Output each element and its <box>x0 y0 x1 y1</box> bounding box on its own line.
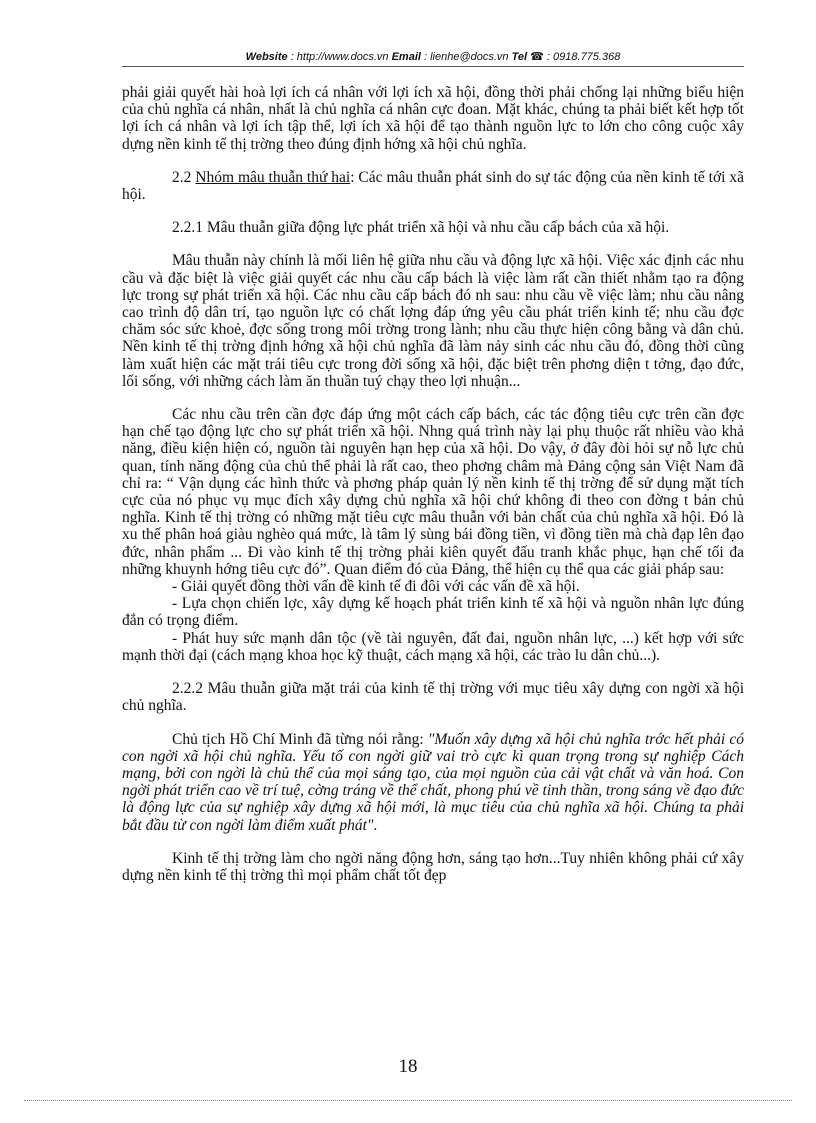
email-address[interactable]: : lienhe@docs.vn <box>424 51 509 63</box>
quote-text: "Muốn xây dựng xã hội chủ nghĩa trớc hết phải có con ngời xã hội chủ nghĩa. Yếu tố con ngời giữ vai trò cực kì quan trọng trong sự nghiệp Cách mạng, bởi con ngời là chủ thể của mọi sáng tạo, của mọi nguồn của cải vật chất và văn hoá. Con ngời phát triển cao về trí tuệ, cờng tráng về thể chất, phong phú về tinh thần, trong sáng về đạo đức là động lực của sự nghiệp xây dựng xã hội mới, là mục tiêu của chủ nghĩa xã hội. Chúng ta phải bắt đầu từ con ngời làm điểm xuất phát" <box>122 730 745 834</box>
page-body <box>122 84 744 884</box>
tel-label: Tel <box>511 51 528 63</box>
section-title: Nhóm mâu thuẫn thứ hai <box>195 168 351 186</box>
email-label: Email <box>391 51 421 63</box>
website-url[interactable]: : http://www.docs.vn <box>290 51 389 63</box>
paragraph-needs: Mâu thuẫn này chính là mối liên hệ giữa nhu cầu và động lực xã hội. Việc xác định các nhu cầu và đặc biệt là việc giải quyết các nhu cầu cấp bách là việc làm rất cần thiết nhằm tạo ra động lực trong sự phát triển xã hội. Các nhu cầu cấp bách đó nh sau: nhu cầu về việc làm; nhu cầu nâng cao trình độ dân trí, tạo nguồn lực có chất lợng đáp ứng yêu cầu phát triển kinh tế; nhu cầu đợc chăm sóc sức khoẻ, đợc sống trong môi trờng trong lành; nhu cầu thực hiện công bằng và dân chủ. Nền kinh tế thị trờng định hớng xã hội chủ nghĩa đã làm nảy sinh các nhu cầu đó, đồng thời cũng làm xuất hiện các mặt trái tiêu cực trong đời sống xã hội, đặc biệt trên phơng diện t tởng, đạo đức, lối sống, với những cách làm ăn thuần tuý chạy theo lợi nhuận... <box>122 252 744 390</box>
section-heading-2-2-2: 2.2.2 Mâu thuẫn giữa mặt trái của kinh tế thị trờng với mục tiêu xây dựng con ngời xã hội chủ nghĩa. <box>122 680 744 715</box>
list-item: - Lựa chọn chiến lợc, xây dựng kế hoạch phát triển kinh tế xã hội và nguồn nhân lực đúng đắn có trọng điểm. <box>122 595 744 630</box>
list-item: - Giải quyết đồng thời vấn đề kinh tế đi đôi với các vấn đề xã hội. <box>172 578 580 596</box>
section-heading-2-2 <box>122 169 744 203</box>
page-header <box>122 50 744 66</box>
paragraph-ho-chi-minh-quote <box>122 731 744 834</box>
website-label: Website <box>245 51 288 63</box>
paragraph-market-economy: Kinh tế thị trờng làm cho ngời năng động hơn, sáng tạo hơn...Tuy nhiên không phải cứ xây dựng nền kinh tế thị trờng thì mọi phẩm chất tốt đẹp <box>122 849 744 884</box>
footer-divider <box>24 1100 792 1101</box>
phone-number: ☎ : 0918.775.368 <box>530 51 621 63</box>
paragraph-intro: phải giải quyết hài hoà lợi ích cá nhân với lợi ích xã hội, đồng thời phải chống lại những biểu hiện của chủ nghĩa cá nhân, nhất là chủ nghĩa cá nhân cực đoan. Mặt khác, chúng ta phải biết kết hợp tốt lợi ích cá nhân và lợi ích tập thể, lợi ích xã hội để tạo thành nguồn lực to lớn cho công cuộc xây dựng nền kinh tế thị trờng theo đúng định hớng xã hội chủ nghĩa. <box>122 84 744 153</box>
quote-end: . <box>373 816 378 834</box>
page-number: 18 <box>398 1056 418 1077</box>
paragraph-party-view: Các nhu cầu trên cần đợc đáp ứng một cách cấp bách, các tác động tiêu cực trên cần đợc hạn chế tạo động lực cho sự phát triển xã hội. Nhng quá trình này lại phụ thuộc rất nhiều vào khả năng, điều kiện hiện có, nguồn tài nguyên hạn hẹp của xã hội. Do vậy, ở đây đòi hỏi sự nỗ lực chủ quan, tính năng động của chủ thể phải là rất cao, theo phơng châm mà Đảng cộng sản Việt Nam đã chỉ ra: “ Vận dụng các hình thức và phơng pháp quản lý nền kinh tế thị trờng để sử dụng mặt tích cực của nó phục vụ mục đích xây dựng chủ nghĩa xã hội chứ không đi theo con đờng t bản chủ nghĩa. Kinh tế thị trờng có những mặt tiêu cực mâu thuẫn với bản chất của chủ nghĩa xã hội. Đó là xu thế phân hoá giàu nghèo quá mức, là tâm lý sùng bái đồng tiền, vì đồng tiền mà chà đạp lên đạo đức, nhân phẩm ... Đi vào kinh tế thị trờng phải kiên quyết đấu tranh khắc phục, hạn chế tối đa những khuynh hớng tiêu cực đó”. Quan điểm đó của Đảng, thể hiện cụ thể qua các giải pháp sau: <box>122 406 744 578</box>
header-divider <box>122 66 744 67</box>
section-heading-2-2-1: 2.2.1 Mâu thuẫn giữa động lực phát triển xã hội và nhu cầu cấp bách của xã hội. <box>172 219 670 237</box>
section-number: 2.2 <box>172 168 192 186</box>
section-description: : Các mâu thuẫn phát sinh do sự tác động của nền kinh tế tới xã hội. <box>122 168 745 204</box>
quote-lead: Chủ tịch Hồ Chí Minh đã từng nói rằng: <box>172 730 428 748</box>
list-item: - Phát huy sức mạnh dân tộc (về tài nguyên, đất đai, nguồn nhân lực, ...) kết hợp với sức mạnh thời đại (cách mạng khoa học kỹ thuật, cách mạng xã hội, các trào lu dân chủ...). <box>122 629 744 664</box>
